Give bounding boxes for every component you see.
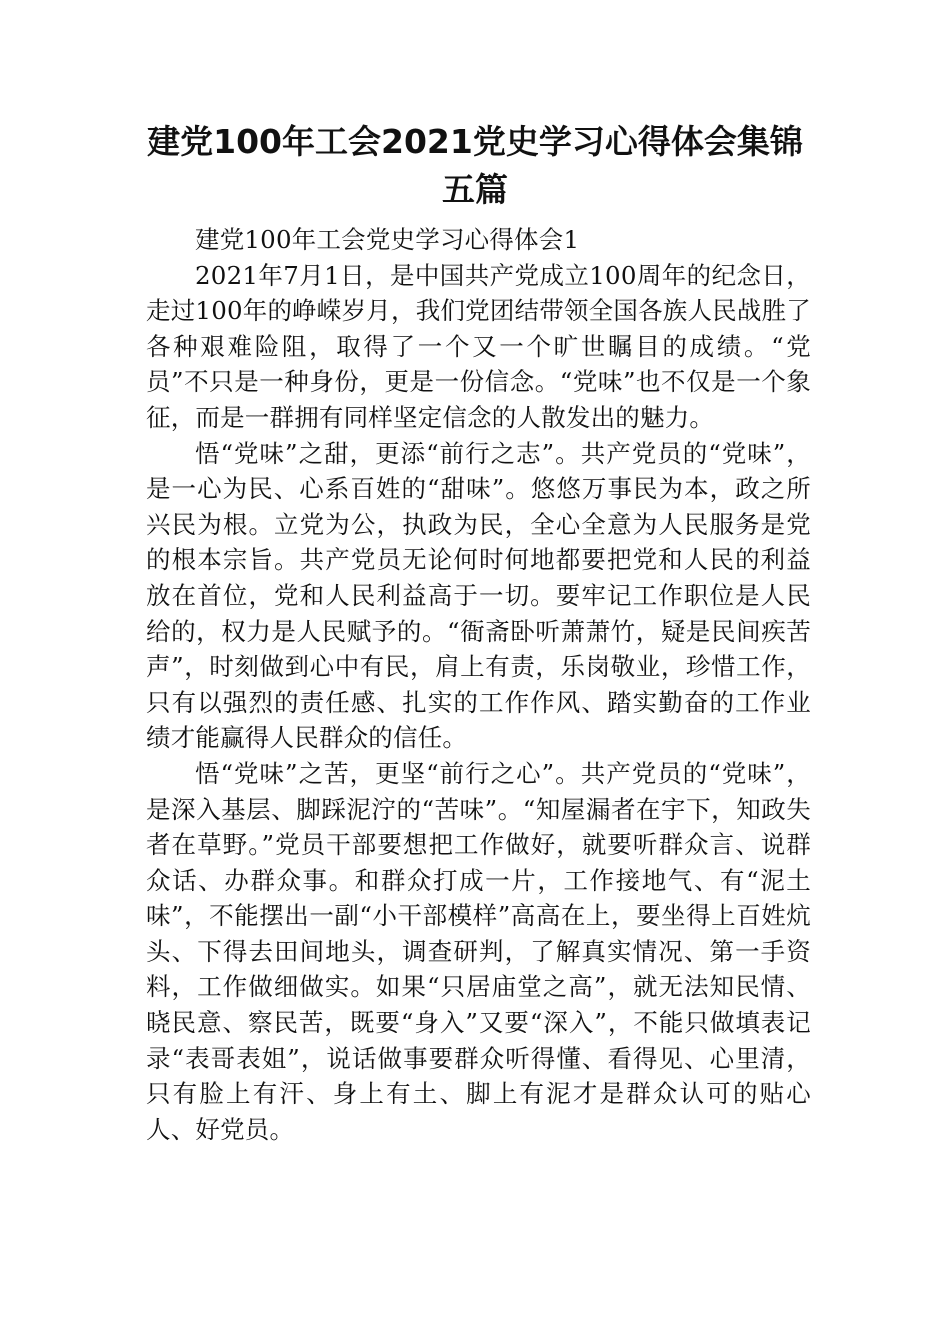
section-heading: 建党100年工会党史学习心得体会1 [195,225,580,254]
document-title-line-2: 五篇 [442,170,508,209]
paragraph-intro: 2021年7月1日，是中国共产党成立100周年的纪念日，走过100年的峥嵘岁月，我们党团结带领全国各族人民战胜了各种艰难险阻，取得了一个又一个旷世瞩目的成绩。“党员”不只是一种身份，更是一份信念。“党味”也不仅是一个象征，而是一群拥有同样坚定信念的人散发出的魅力。 [146,260,811,432]
document-title-line-1: 建党100年工会2021党史学习心得体会集锦 [147,122,803,161]
document-body [146,222,811,1147]
paragraph-sweet: 悟“党味”之甜，更添“前行之志”。共产党员的“党味”，是一心为民、心系百姓的“甜味”。悠悠万事民为本，政之所兴民为根。立党为公，执政为民，全心全意为人民服务是党的根本宗旨。共产党员无论何时何地都要把党和人民的利益放在首位，党和人民利益高于一切。要牢记工作职位是人民给的，权力是人民赋予的。“衙斋卧听萧萧竹，疑是民间疾苦声”，时刻做到心中有民，肩上有责，乐岗敬业，珍惜工作，只有以强烈的责任感、扎实的工作作风、踏实勤奋的工作业绩才能赢得人民群众的信任。 [146,438,811,753]
paragraph-bitter: 悟“党味”之苦，更坚“前行之心”。共产党员的“党味”，是深入基层、脚踩泥泞的“苦味”。“知屋漏者在宇下，知政失者在草野。”党员干部要想把工作做好，就要听群众言、说群众话、办群众事。和群众打成一片，工作接地气、有“泥土味”，不能摆出一副“小干部模样”高高在上，要坐得上百姓炕头、下得去田间地头，调查研判，了解真实情况、第一手资料，工作做细做实。如果“只居庙堂之高”，就无法知民情、晓民意、察民苦，既要“身入”又要“深入”，不能只做填表记录“表哥表姐”，说话做事要群众听得懂、看得见、心里清，只有脸上有汗、身上有土、脚上有泥才是群众认可的贴心人、好党员。 [146,758,811,1144]
